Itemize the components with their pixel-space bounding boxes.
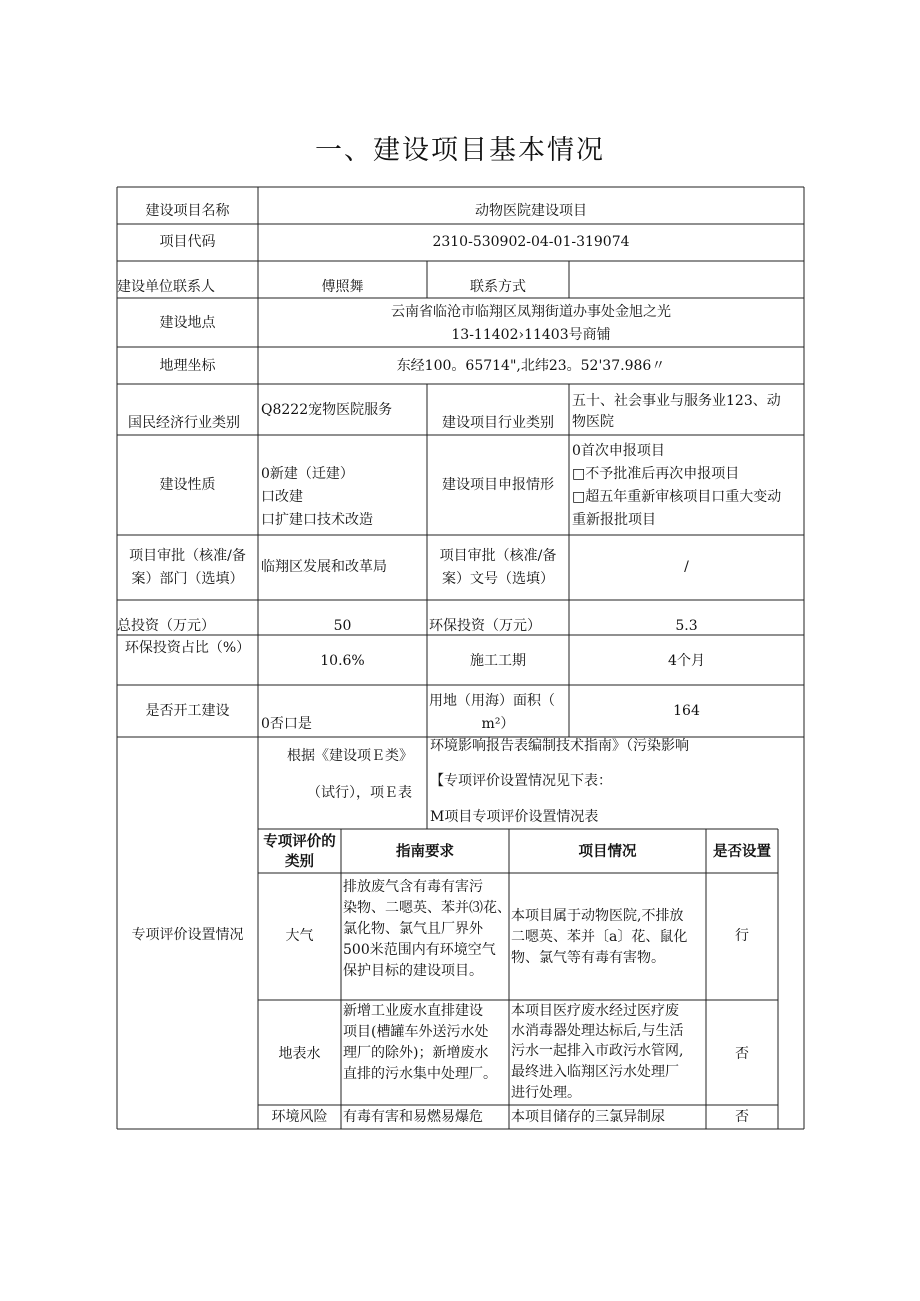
nature-option-expand: 口扩建口技术改造 <box>261 512 373 528</box>
approval-dept-label-1: 项目审批（核准/备 <box>129 548 246 564</box>
apply-option-review: □超五年重新审核项目口重大变动 <box>572 489 782 505</box>
water-situation-1: 本项目医疗废水经过医疗废 <box>511 1003 679 1019</box>
project-code-label: 项目代码 <box>159 234 216 250</box>
approval-dept-label-2: 案）部门（选填） <box>131 571 244 587</box>
project-industry-line-1: 五十、社会事业与服务业123、动 <box>572 393 781 409</box>
special-intro-b: （试行），项Ｅ表 <box>307 785 412 801</box>
air-guide-4: 500米范围内有环境空气 <box>343 942 496 958</box>
area-value: 164 <box>673 703 700 719</box>
contact-method-label: 联系方式 <box>470 279 526 295</box>
risk-situation-1: 本项目储存的三氯异制尿 <box>511 1109 665 1125</box>
industry-value: Q8222宠物医院服务 <box>261 402 393 418</box>
location-line-1: 云南省临沧市临翔区凤翔街道办事处金旭之光 <box>391 304 671 320</box>
industry-label: 国民经济行业类别 <box>128 415 240 431</box>
approval-no-label-2: 案）文号（选填） <box>442 571 554 587</box>
water-situation-3: 污水一起排入市政污水管网, <box>511 1043 684 1059</box>
nature-option-rebuild: 口改建 <box>261 489 303 505</box>
nature-label: 建设性质 <box>159 477 216 493</box>
project-industry-line-2: 物医院 <box>572 414 614 430</box>
water-situation-5: 进行处理。 <box>511 1085 581 1101</box>
header-type-1: 专项评价的 <box>263 834 336 850</box>
water-type: 地表水 <box>278 1046 321 1062</box>
water-guide-4: 直排的污水集中处理厂。 <box>343 1066 497 1082</box>
coords-value: 东经100。65714",北纬23。52'37.986〃 <box>396 358 666 374</box>
special-section-label: 专项评价设置情况 <box>131 927 244 943</box>
page-title: 一、建设项目基本情况 <box>315 135 605 166</box>
air-guide-2: 染物、二嗯英、苯并⑶花、 <box>343 900 511 916</box>
project-name-label: 建设项目名称 <box>145 203 230 219</box>
area-label-2: m²） <box>481 716 515 732</box>
special-intro-c: 环境影响报告表编制技术指南》（污染影响 <box>430 738 689 754</box>
header-situation: 项目情况 <box>578 844 637 860</box>
special-intro-a: 根据《建设项Ｅ类》 <box>287 748 413 764</box>
air-situation-1: 本项目属于动物医院,不排放 <box>511 908 684 924</box>
special-intro-e: M项目专项评价设置情况表 <box>430 809 599 825</box>
project-code-value: 2310-530902-04-01-319074 <box>432 234 630 250</box>
apply-label: 建设项目申报情形 <box>442 477 554 493</box>
coords-label: 地理坐标 <box>159 358 216 374</box>
project-industry-label: 建设项目行业类别 <box>442 415 554 431</box>
project-name-value: 动物医院建设项目 <box>475 203 587 219</box>
started-label: 是否开工建设 <box>145 703 230 719</box>
location-label: 建设地点 <box>159 315 216 331</box>
special-intro-d: 【专项评价设置情况见下表： <box>430 773 612 789</box>
invest-label: 总投资（万元） <box>117 618 215 634</box>
env-ratio-label: 环保投资占比（%） <box>124 640 251 656</box>
water-guide-2: 项目(槽罐车外送污水处 <box>343 1024 489 1040</box>
started-value: 0否口是 <box>261 716 312 732</box>
water-situation-2: 水消毒器处理达标后,与生活 <box>511 1023 684 1039</box>
apply-option-reapply: □不予批准后再次申报项目 <box>572 466 740 482</box>
approval-no-label-1: 项目审批（核准/备 <box>439 548 557 564</box>
location-line-2: 13-11402›11403号商铺 <box>451 327 611 343</box>
period-label: 施工工期 <box>470 653 526 669</box>
approval-no-value: / <box>684 559 689 575</box>
area-label-1: 用地（用海）面积（ <box>429 693 555 709</box>
risk-guide-1: 有毒有害和易燃易爆危 <box>343 1109 483 1125</box>
water-set: 否 <box>735 1046 749 1062</box>
air-guide-3: 氯化物、氯气且厂界外 <box>343 921 483 937</box>
invest-value: 50 <box>333 618 352 634</box>
air-situation-3: 物、氯气等有毒有害物。 <box>511 950 665 966</box>
nature-option-new: 0新建（迁建） <box>261 466 354 482</box>
env-invest-value: 5.3 <box>675 618 698 634</box>
air-guide-5: 保护目标的建设项目。 <box>343 963 483 979</box>
period-value: 4个月 <box>668 653 705 669</box>
water-guide-3: 理厂的除外)；新增废水 <box>343 1045 489 1061</box>
env-ratio-value: 10.6% <box>320 653 365 669</box>
env-invest-label: 环保投资（万元） <box>429 618 541 634</box>
header-type-2: 类别 <box>285 854 314 870</box>
contact-person-value: 傅照舞 <box>321 279 364 295</box>
apply-option-review-cont: 重新报批项目 <box>572 512 656 528</box>
risk-type: 环境风险 <box>271 1109 328 1125</box>
air-situation-2: 二嗯英、苯并〔a〕花、鼠化 <box>511 929 688 945</box>
water-situation-4: 最终进入临翔区污水处理厂 <box>511 1064 679 1080</box>
contact-person-label: 建设单位联系人 <box>117 279 215 295</box>
risk-set: 否 <box>735 1109 749 1125</box>
header-set: 是否设置 <box>713 844 771 860</box>
header-guide: 指南要求 <box>396 844 454 860</box>
air-type: 大气 <box>285 928 314 944</box>
approval-dept-value: 临翔区发展和改革局 <box>261 559 387 575</box>
apply-option-first: 0首次申报项目 <box>572 443 665 459</box>
air-set: 行 <box>735 928 749 944</box>
water-guide-1: 新增工业废水直排建设 <box>343 1003 483 1019</box>
air-guide-1: 排放废气含有毒有害污 <box>343 879 483 895</box>
